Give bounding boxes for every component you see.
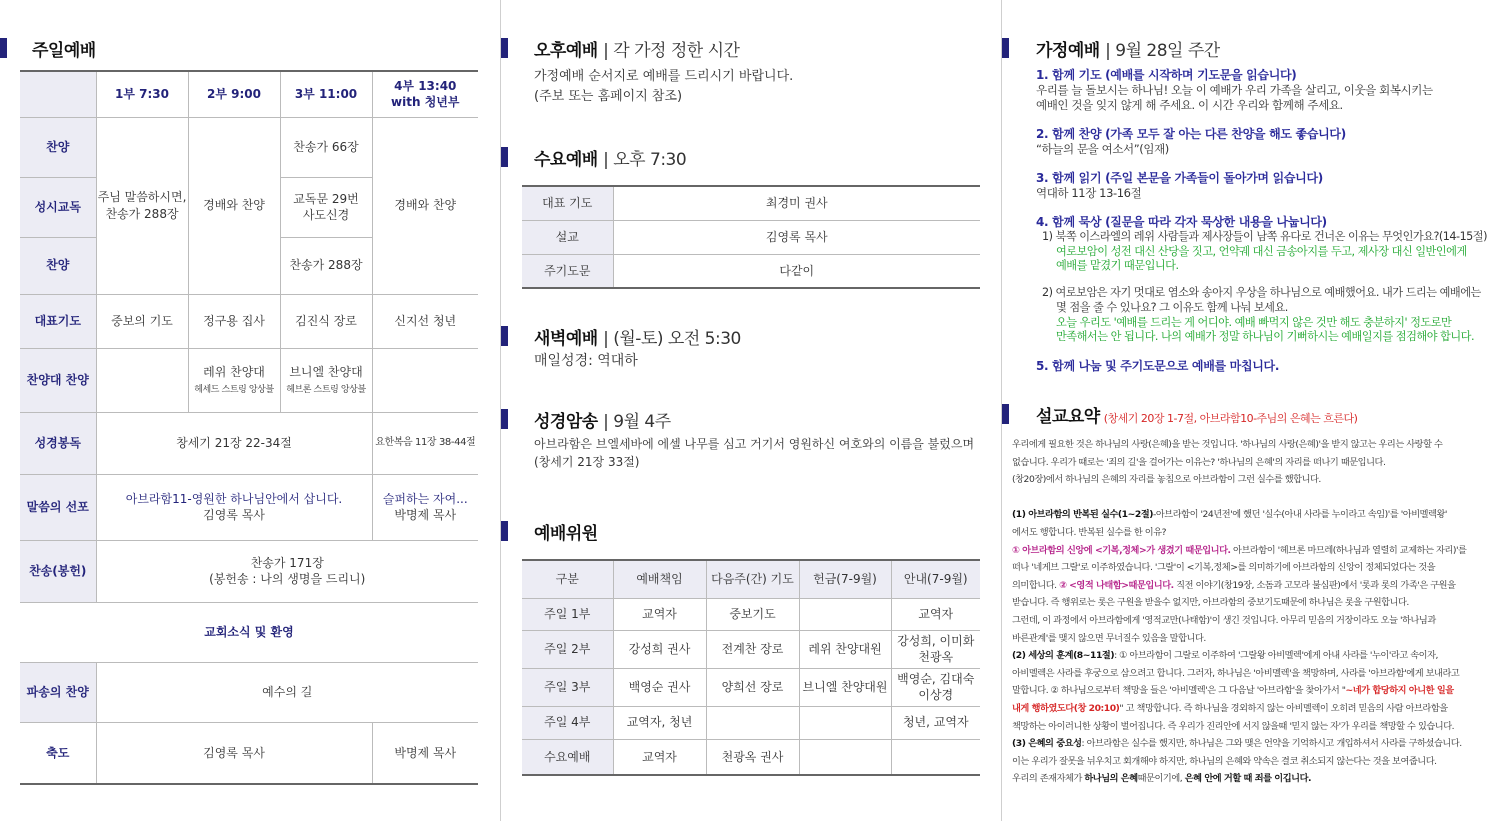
text-line: 우리에게 필요한 것은 하나님의 사랑(은혜)을 받는 것입니다. '하나님의 사랑(은혜)'을 받지 않고는 우리는 사랑할 수 [1012,439,1443,450]
text-line: (3) 은혜의 중요성: 아브라함은 실수를 했지만, 하나님은 그와 맺은 언약을 기억하시고 개입하셔서 사라를 구하셨습니다. [1012,738,1462,750]
text-line: 그런데, 이 과정에서 아브라함에게 '영적교만(나태함)'이 생긴 것입니다. 아무리 믿음의 거장이라도 오늘 '하나님과 [1012,614,1436,626]
family-worship-column [1002,0,1498,821]
cell: 중보의 기도 [96,294,188,348]
cell: 예수의 길 [96,662,478,722]
cell: 브니엘 찬양대원 [799,668,891,706]
cell [372,348,478,412]
step [1036,125,1486,157]
step-title: 2. 함께 찬양 (가족 모두 잘 아는 다른 찬양을 해도 좋습니다) [1036,126,1346,141]
text-line: (창세기 21장 33절) [534,455,640,469]
committee-table [522,559,980,776]
section-marker [1002,404,1009,424]
column-header: 다음주(간) 기도 [706,560,799,598]
answer: 여로보암이 성전 대신 산당을 짓고, 언약궤 대신 금송아지를 두고, 제사장 대신 일반인에게 [1056,244,1467,258]
answer: 오늘 우리도 '예배를 드리는 게 어디야. 예배 빠먹지 않은 것만 해도 충분하지' 정도로만 [1056,315,1452,329]
section-title: 예배위원 [534,524,598,544]
text-line: 받습니다. 즉 행위로는 롯은 구원을 받을수 없지만, 아브라함의 중보기도때문에 하나님은 롯을 구원합니다. [1012,597,1409,609]
text-line: 의미합니다. ② <영적 나태함>때문입니다. 직전 이야기(창19장, 소돔과 고모라 불심판)에서 '롯과 롯의 가족'은 구원을 [1012,579,1456,591]
sunday-service-table [20,70,478,785]
text-line: 매일성경: 역대하 [534,353,638,369]
service-header: 3부 11:00 [280,71,372,117]
cell: 경배와 찬양 [372,117,478,294]
wednesday-table [522,185,980,289]
text-line: 우리의 존재자체가 하나님의 은혜때문이기에, 은혜 안에 거할 때 죄를 이깁니다. [1012,773,1312,785]
section-marker [501,38,508,58]
cell: 레위 찬양대원 [799,630,891,668]
cell: 교역자, 청년 [613,706,706,739]
section-title: 가정예배 | 9월 28일 주간 [1036,41,1220,61]
text-line: 가정예배 순서지로 예배를 드리시기 바랍니다. [534,69,794,84]
section-title: 설교요약 (창세기 20장 1-7절, 아브라함10-주님의 은혜는 흐른다) [1036,407,1358,427]
step [1036,357,1486,374]
cell: 강성희 권사 [613,630,706,668]
column-header: 안내(7-9월) [891,560,980,598]
cell: 박명제 목사 [372,722,478,784]
family-worship-steps [1036,66,1486,386]
answer: 예배를 맡겼기 때문입니다. [1056,259,1179,273]
row-label: 축도 [20,722,96,784]
step-title: 1. 함께 기도 (예배를 시작하며 기도문을 읽습니다) [1036,68,1297,82]
service-header: 2부 9:00 [188,71,280,117]
question: 2) 여로보암은 자기 멋대로 염소와 송아지 우상을 하나님으로 예배했어요. 내가 드리는 예배에는 [1042,286,1481,300]
column-header: 헌금(7-9월) [799,560,891,598]
cell: 정구용 집사 [188,294,280,348]
cell: 김영록 목사 [613,220,980,254]
cell: 경배와 찬양 [188,117,280,294]
step-title: 3. 함께 읽기 (주일 본문을 가족들이 돌아가며 읽습니다) [1036,170,1323,185]
cell: 찬송가 171장 (봉헌송 : 나의 생명을 드리니) [96,540,478,602]
row-label: 수요예배 [522,739,613,775]
cell: 천광옥 권사 [706,739,799,775]
cell: 다같이 [613,254,980,288]
row-label: 찬양 [20,237,96,294]
text-line: (1) 아브라함의 반복된 실수(1~2절)-아브라함이 '24년전'에 했던 '실수(아내 사라를 누이라고 속임)'를 '아비멜렉왕' [1012,509,1447,521]
text-line: 이는 우리가 잘못을 뉘우치고 회개해야 하지만, 하나님의 은혜와 약속은 결코 취소되지 않는다는 것을 보여줍니다. [1012,755,1437,767]
text-line: (창20장)에서 하나님의 은혜의 자리를 놓침으로 아브라함이 그런 실수를 했합니다. [1012,474,1321,486]
news-row: 교회소식 및 환영 [20,602,478,662]
cell [891,739,980,775]
service-header: 1부 7:30 [96,71,188,117]
section-title: 새벽예배 | (월-토) 오전 5:30 [534,329,741,349]
sermon-summary [1012,436,1490,788]
section-marker [1002,38,1009,58]
question: 몇 점을 줄 수 있나요? 그 이유도 함께 나눠 보세요. [1056,300,1288,314]
section-marker [501,521,508,541]
cell: 교역자 [613,598,706,630]
text-line: (2) 세상의 훈계(8~11절): ① 아브라함이 그랄로 이주하여 '그랄왕 아비멜렉'에게 아내 사라를 '누이'라고 속이자, [1012,650,1438,662]
cell: 최경미 권사 [613,186,980,220]
cell: 김진식 장로 [280,294,372,348]
cell: 찬송가 66장 [280,117,372,177]
row-label: 찬송(봉헌) [20,540,96,602]
cell: 슬퍼하는 자여... 박명제 목사 [372,474,478,540]
text-line: 에서도 행합니다. 반복된 실수를 한 이유? [1012,526,1167,538]
cell: 브니엘 찬양대 헤브론 스트링 앙상블 [280,348,372,412]
column-header: 구분 [522,560,613,598]
step-title: 5. 함께 나눔 및 주기도문으로 예배를 마칩니다. [1036,359,1280,374]
cell: 요한복음 11장 38-44절 [372,412,478,474]
row-label: 성시교독 [20,177,96,237]
cell: 아브라함11-영원한 하나님안에서 삽니다. 김영록 목사 [96,474,372,540]
row-label: 주일 4부 [522,706,613,739]
step [1036,213,1486,345]
section-title: 오후예배 | 각 가정 정한 시간 [534,41,740,61]
cell: 레위 찬양대 헤세드 스트링 앙상블 [188,348,280,412]
cell [799,739,891,775]
text-line: 떠나 '네게브 그랄'로 이주하였습니다. '그랄'이 <기복,정체>를 의미하기에 아브라함의 신앙이 정체되었다는 것을 [1012,562,1436,574]
service-header: 4부 13:40 with 청년부 [372,71,478,117]
cell: 창세기 21장 22-34절 [96,412,372,474]
sunday-service-column [0,0,500,821]
section-title: 수요예배 | 오후 7:30 [534,150,687,170]
section-marker [501,147,508,167]
section-marker [0,38,7,58]
text-line: 말합니다. ② 하나님으로부터 책망을 들은 '아비멜렉'은 그 다음날 '아브라함'을 찾아가서 "~네가 합당하지 아니한 일을 [1012,685,1454,697]
row-label: 찬양 [20,117,96,177]
text-line: 아비멜렉은 사라를 후궁으로 삼으려고 합니다. 그러자, 하나님은 '아비멜렉'을 책망하며, 사라를 '아브라함'에게 보내라고 [1012,667,1460,679]
cell: 신지선 청년 [372,294,478,348]
step-text: “하늘의 문을 여소서”(임재) [1036,141,1169,156]
step [1036,169,1486,201]
cell: 찬송가 288장 [280,237,372,294]
text-line: ① 아브라함의 신앙에 <기복,정체>가 생겼기 때문입니다. 아브라함이 '헤브론 마므레(하나님과 열렬히 교제하는 자리)'를 [1012,544,1467,556]
text-line: 책망하는 아이러니한 상황이 벌어집니다. 즉 우리가 진리안에 서지 않을때 '믿지 않는 자'가 우리를 책망할 수 있습니다. [1012,720,1455,732]
cell: 교역자 [613,739,706,775]
cell: 백영순, 김대숙 이상경 [891,668,980,706]
row-label: 찬양대 찬양 [20,348,96,412]
column-header: 예배책임 [613,560,706,598]
question: 1) 북쪽 이스라엘의 레위 사람들과 제사장들이 남쪽 유다로 건너온 이유는 무엇인가요?(14-15절) [1042,229,1487,243]
step-text: 역대하 11장 13-16절 [1036,185,1142,200]
cell: 백영순 권사 [613,668,706,706]
cell: 중보기도 [706,598,799,630]
section-marker [501,409,508,429]
step-title: 4. 함께 묵상 (질문을 따라 각자 묵상한 내용을 나눕니다) [1036,214,1327,229]
text-line: 바른관계'를 맺지 않으면 무너질수 있음을 말합니다. [1012,632,1206,644]
cell: 교역자 [891,598,980,630]
cell: 김영록 목사 [96,722,372,784]
row-label: 주일 2부 [522,630,613,668]
cell [799,598,891,630]
corner-cell [20,71,96,117]
step-text: 예배인 것을 잊지 않게 해 주세요. 이 시간 우리와 함께해 주세요. [1036,97,1343,112]
text-line: 아브라함은 브엘세바에 에셀 나무를 심고 거기서 영원하신 여호와의 이름을 불렀으며 [534,437,975,451]
cell [706,706,799,739]
section-marker [501,326,508,346]
cell: 교독문 29번 사도신경 [280,177,372,237]
cell [96,348,188,412]
section-title: 성경암송 | 9월 4주 [534,412,671,432]
cell: 양희선 장로 [706,668,799,706]
cell: 청년, 교역자 [891,706,980,739]
answer: 만족해서는 안 됩니다. 나의 예배가 정말 하나님이 기뻐하시는 예배일지를 점검해야 합니다. [1056,330,1475,344]
cell [799,706,891,739]
row-label: 말씀의 선포 [20,474,96,540]
cell: 강성희, 이미화 천광옥 [891,630,980,668]
text-line: 내게 행하였도다(창 20:10)" 고 책망합니다. 즉 하나님을 경외하지 않는 아비멜렉이 오히려 믿음의 사람 아브라함을 [1012,702,1448,714]
row-label: 파송의 찬양 [20,662,96,722]
row-label: 성경봉독 [20,412,96,474]
text-line: 없습니다. 우리가 때로는 '죄의 길'을 걸어가는 이유는? '하나님의 은혜'의 자리를 떠나기 때문입니다. [1012,456,1386,468]
row-label: 대표기도 [20,294,96,348]
step [1036,66,1486,113]
row-label: 주일 3부 [522,668,613,706]
row-label: 설교 [522,220,613,254]
row-label: 주일 1부 [522,598,613,630]
text-line: (주보 또는 홈페이지 참조) [534,89,683,104]
weekly-services-column [501,0,1001,821]
step-text: 우리를 늘 돌보시는 하나님! 오늘 이 예배가 우리 가족을 살리고, 이웃을 회복시키는 [1036,83,1433,97]
section-title: 주일예배 [32,41,96,61]
cell: 전계찬 장로 [706,630,799,668]
row-label: 주기도문 [522,254,613,288]
row-label: 대표 기도 [522,186,613,220]
cell: 주님 말씀하시면, 찬송가 288장 [96,117,188,294]
